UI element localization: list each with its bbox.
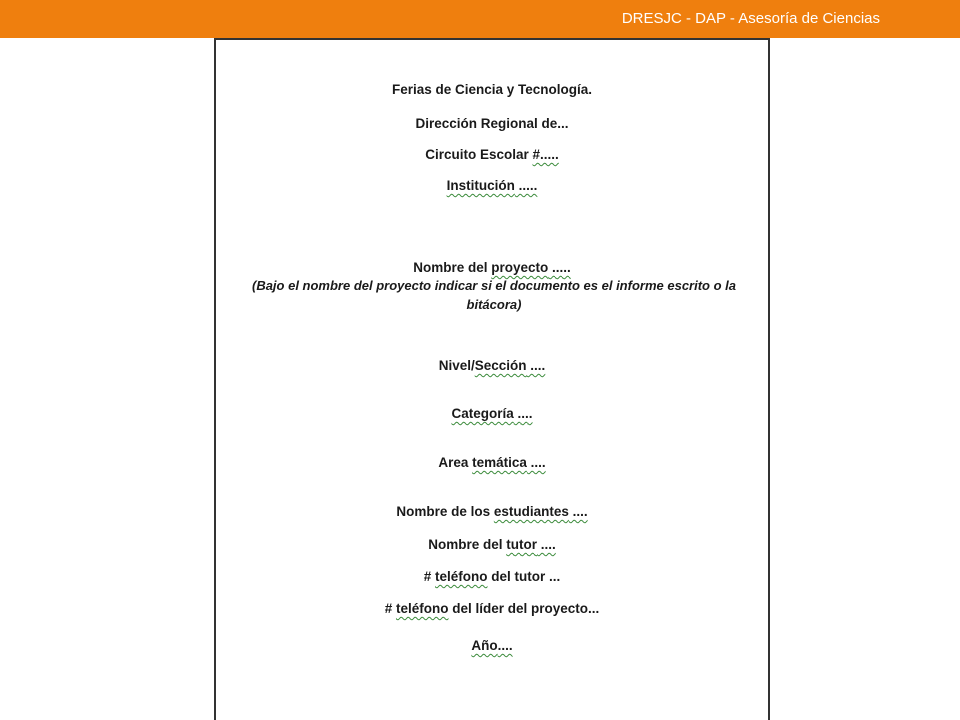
line-anio bbox=[216, 638, 768, 653]
line-nota: (Bajo el nombre del proyecto indicar si el documento es el informe escrito o la bitácora) bbox=[251, 278, 736, 312]
tel-lider-label: del líder del proyecto... bbox=[448, 601, 600, 616]
tel-tutor-hash: # bbox=[423, 569, 435, 584]
line-telefono-tutor bbox=[216, 569, 768, 584]
line-telefono-lider bbox=[216, 601, 768, 616]
header-title: DRESJC - DAP - Asesoría de Ciencias bbox=[621, 10, 880, 27]
line-direccion: Dirección Regional de... bbox=[415, 116, 569, 131]
tutor-field: tutor bbox=[506, 537, 537, 552]
line-categoria bbox=[216, 406, 768, 421]
nombre-proyecto-label: Nombre del bbox=[413, 260, 492, 275]
estudiantes-dots: .... bbox=[568, 504, 588, 519]
nombre-proyecto-dots: ..... bbox=[548, 260, 571, 275]
categoria-field: Categoría bbox=[451, 406, 514, 421]
institucion-dots: ..... bbox=[514, 178, 538, 193]
nivel-dots: .... bbox=[526, 358, 546, 373]
institucion-field: Institución bbox=[446, 178, 515, 193]
nivel-label: Nivel/ bbox=[438, 358, 475, 373]
anio-field: Año bbox=[471, 638, 498, 653]
circuito-label: Circuito Escolar bbox=[425, 147, 533, 162]
tel-tutor-field: teléfono bbox=[435, 569, 488, 584]
circuito-field: #..... bbox=[532, 147, 559, 162]
anio-dots: .... bbox=[497, 638, 513, 653]
line-circuito bbox=[216, 147, 768, 162]
line-nivel bbox=[216, 358, 768, 373]
categoria-dots: .... bbox=[513, 406, 533, 421]
nombre-proyecto-field: proyecto bbox=[491, 260, 549, 275]
tel-tutor-label: del tutor ... bbox=[487, 569, 561, 584]
line-estudiantes bbox=[216, 504, 768, 519]
area-field: temática bbox=[472, 455, 527, 470]
area-label: Area bbox=[438, 455, 473, 470]
line-institucion bbox=[216, 178, 768, 193]
area-dots: .... bbox=[526, 455, 546, 470]
header-bar bbox=[0, 0, 960, 38]
tel-lider-hash: # bbox=[384, 601, 396, 616]
estudiantes-label: Nombre de los bbox=[396, 504, 494, 519]
line-area bbox=[216, 455, 768, 470]
tutor-dots: .... bbox=[537, 537, 556, 552]
estudiantes-field: estudiantes bbox=[493, 504, 569, 519]
tel-lider-field: teléfono bbox=[395, 601, 449, 616]
tutor-label: Nombre del bbox=[428, 537, 507, 552]
document-page bbox=[214, 38, 770, 720]
line-feria: Ferias de Ciencia y Tecnología. bbox=[391, 82, 593, 97]
line-nombre-proyecto bbox=[216, 260, 768, 275]
line-tutor bbox=[216, 537, 768, 552]
nivel-field: Sección bbox=[474, 358, 527, 373]
